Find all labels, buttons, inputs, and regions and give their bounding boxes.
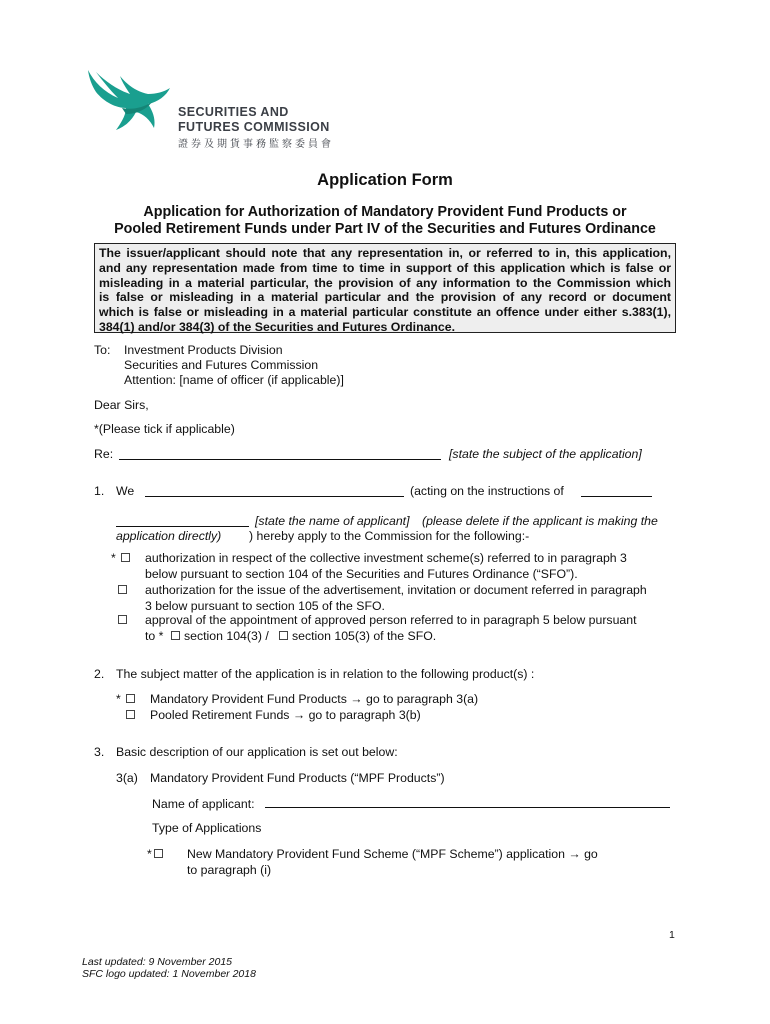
checkbox-section-105-3[interactable] xyxy=(279,631,288,640)
section3-opt1-line2: to paragraph (i) xyxy=(187,863,272,877)
opt3-line1: approval of the appointment of approved person referred to in paragraph 5 below pursuant xyxy=(145,613,637,627)
warning-line: and any representation made from time to time in support of this application which is false or xyxy=(99,260,671,275)
checkbox-mpf-products[interactable] xyxy=(126,694,135,703)
section1-hint-a: [state the name of applicant] xyxy=(255,514,410,528)
section1-acting: (acting on the instructions of xyxy=(410,484,564,498)
section3-star: * xyxy=(147,847,152,861)
opt3-s105: section 105(3) of the SFO. xyxy=(292,629,437,643)
checkbox-authorization-cis[interactable] xyxy=(121,553,130,562)
applicant-name-input[interactable] xyxy=(265,807,670,808)
warning-line: 384(1) and/or 384(3) of the Securities and Futures Ordinance. xyxy=(99,319,456,334)
logo-name-line1: SECURITIES AND xyxy=(178,105,289,119)
re-hint: [state the subject of the application] xyxy=(449,447,642,461)
opt2-line2: 3 below pursuant to section 105 of the SFO. xyxy=(145,599,385,613)
warning-line: The issuer/applicant should note that any representation in, or referred to in, this application, xyxy=(99,246,671,260)
warning-line: misleading in a material particular, the provision of any information to the Commission which xyxy=(99,275,671,290)
re-label: Re: xyxy=(94,447,114,461)
section3-opt1-line1: New Mandatory Provident Fund Scheme (“MPF Scheme”) application → go xyxy=(187,847,598,861)
logo-name-line2: FUTURES COMMISSION xyxy=(178,120,330,134)
section1-number: 1. xyxy=(94,484,105,498)
section3a-title: Mandatory Provident Fund Products (“MPF Products”) xyxy=(150,771,445,785)
checkbox-section-104-3[interactable] xyxy=(171,631,180,640)
warning-line: which is false or misleading in a material particular constitute an offence under either s.383(1), xyxy=(99,305,671,320)
logo-name-chinese: 證券及期貨事務監察委員會 xyxy=(178,139,334,150)
section1-hint-b: (please delete if the applicant is making the xyxy=(422,514,658,528)
applicant-name-label: Name of applicant: xyxy=(152,797,255,811)
section1-star: * xyxy=(111,551,116,565)
section1-hint-c: application directly) xyxy=(116,529,222,543)
page-number: 1 xyxy=(669,929,675,941)
type-of-applications-label: Type of Applications xyxy=(152,821,262,835)
to-line1: Investment Products Division xyxy=(124,343,283,357)
subtitle-line2: Pooled Retirement Funds under Part IV of the Securities and Futures Ordinance xyxy=(114,221,656,237)
checkbox-pooled-retirement-funds[interactable] xyxy=(126,710,135,719)
section2-number: 2. xyxy=(94,667,105,681)
warning-line: is false or misleading in a material particular and the provision of any record or document xyxy=(99,290,671,305)
section1-we: We xyxy=(116,484,135,498)
checkbox-advertisement[interactable] xyxy=(118,585,127,594)
opt3-to: to * xyxy=(145,629,164,643)
opt1-line1: authorization in respect of the collective investment scheme(s) referred to in paragraph 3 xyxy=(145,551,627,565)
section1-apply-text: ) hereby apply to the Commission for the following:- xyxy=(249,529,530,543)
checkbox-approved-person[interactable] xyxy=(118,615,127,624)
opt2-line1: authorization for the issue of the advertisement, invitation or document referred in paragraph xyxy=(145,583,647,597)
to-line3: Attention: [name of officer (if applicable)] xyxy=(124,373,344,387)
section3-number: 3. xyxy=(94,745,105,759)
warning-box xyxy=(94,243,676,333)
section2-opt2: Pooled Retirement Funds → go to paragraph 3(b) xyxy=(150,708,421,722)
section2-text: The subject matter of the application is in relation to the following product(s) : xyxy=(116,667,535,681)
re-subject-field[interactable] xyxy=(119,459,441,460)
subtitle-line1: Application for Authorization of Mandatory Provident Fund Products or xyxy=(143,204,627,220)
instructions-field[interactable] xyxy=(581,496,652,497)
eagle-logo-icon xyxy=(86,68,176,138)
opt1-line2: below pursuant to section 104 of the Securities and Futures Ordinance (“SFO”). xyxy=(145,567,578,581)
section2-opt1: Mandatory Provident Fund Products → go to paragraph 3(a) xyxy=(150,692,479,706)
section3a-label: 3(a) xyxy=(116,771,138,785)
section3-text: Basic description of our application is set out below: xyxy=(116,745,398,759)
salutation: Dear Sirs, xyxy=(94,398,149,412)
footer-logo-updated: SFC logo updated: 1 November 2018 xyxy=(82,968,256,980)
opt3-s104: section 104(3) / xyxy=(184,629,269,643)
section2-star: * xyxy=(116,692,121,706)
we-name-field[interactable] xyxy=(145,496,404,497)
checkbox-new-mpf-scheme[interactable] xyxy=(154,849,163,858)
to-line2: Securities and Futures Commission xyxy=(124,358,319,372)
page-title: Application Form xyxy=(317,171,453,189)
footer-last-updated: Last updated: 9 November 2015 xyxy=(82,956,233,968)
to-label: To: xyxy=(94,343,111,357)
tick-note: *(Please tick if applicable) xyxy=(94,422,235,436)
applicant-name-field[interactable] xyxy=(116,526,249,527)
sfc-logo xyxy=(86,68,346,148)
